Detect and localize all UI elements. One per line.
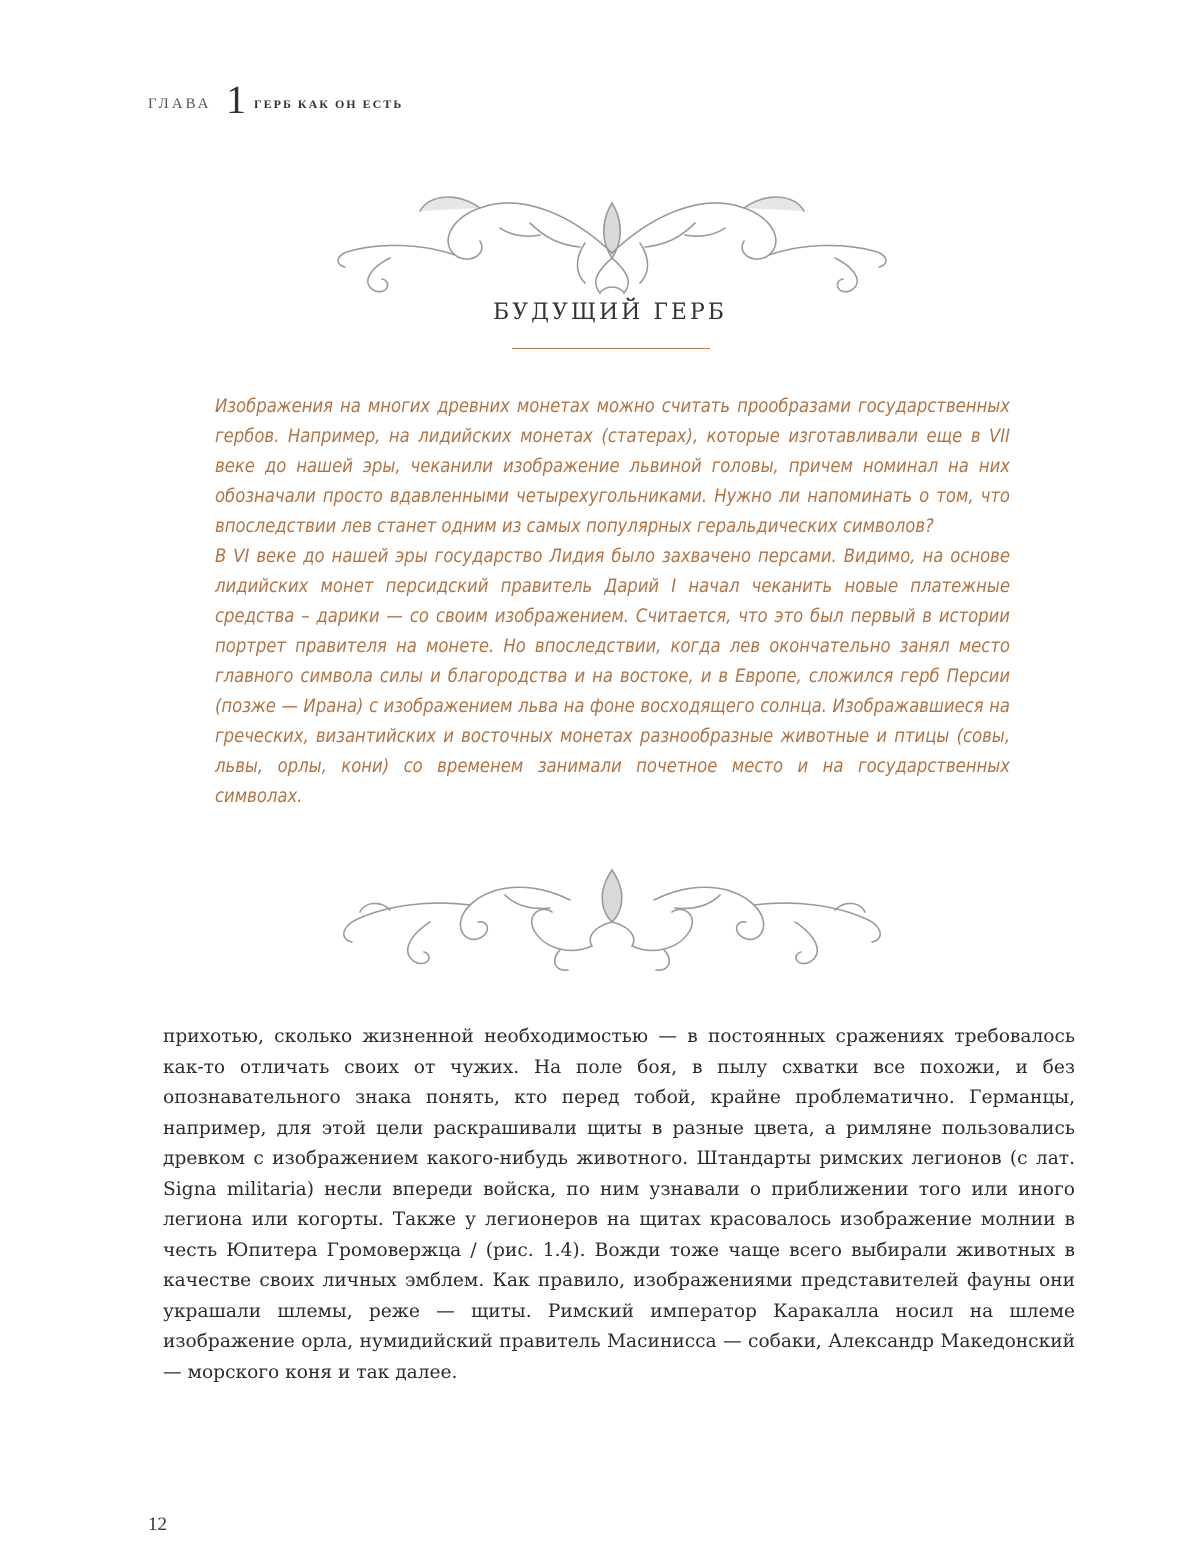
sidebar-box (215, 392, 1010, 812)
ornament-bottom-icon (330, 860, 895, 980)
title-divider (512, 348, 710, 349)
sidebar-paragraph: В VI веке до нашей эры государство Лидия было захвачено персами. Видимо, на основе лидийских монет персидский правитель Дарий I начал чеканить новые платежные средства – дарики — со своим изображением. Считается, что это был первый в истории портрет правителя на монете. Но впоследствии, когда лев окончательно занял место главного символа силы и благородства и на востоке, и в Европе, сложился герб Персии (позже — Ирана) с изображением льва на фоне восходящего солнца. Изображавшиеся на греческих, византийских и восточных монетах разнообразные животные и птицы (совы, львы, орлы, кони) со временем занимали почетное место и на государственных символах. (215, 546, 1010, 807)
body-paragraph: прихотью, сколько жизненной необходимостью — в постоянных сражениях требовалось как-то отличать своих от чужих. На поле боя, в пылу схватки все похожи, и без опознавательного знака понять, кто перед тобой, крайне проблематично. Германцы, например, для этой цели раскрашивали щиты в разные цвета, а римляне пользовались древком с изображением какого-нибудь животного. Штандарты римских легионов (с лат. Signa militaria) несли впереди войска, по ним узнавали о приближении того или иного легиона или когорты. Также у легионеров на щитах красовалось изображение молнии в честь Юпитера Громовержца / (рис. 1.4). Вожди тоже чаще всего выбирали животных в качестве своих личных эмблем. Как правило, изображениями представителей фауны они украшали шлемы, реже — щиты. Римский император Каракалла носил на шлеме изображение орла, нумидийский правитель Масинисса — собаки, Александр Македонский — морского коня и так далее. (163, 1026, 1075, 1383)
sidebar-paragraph: Изображения на многих древних монетах можно считать прообразами государственных гербов. Например, на лидийских монетах (статерах), которые изготавливали еще в VII веке до нашей эры, чеканили изображение львиной головы, причем номинал на них обозначали просто вдавленными четырехугольниками. Нужно ли напоминать о том, что впоследствии лев станет одним из самых популярных геральдических символов? (215, 396, 1010, 537)
sidebar-title: БУДУЩИЙ ГЕРБ (493, 300, 727, 325)
page-number: 12 (148, 1514, 167, 1535)
chapter-title: ГЕРБ КАК ОН ЕСТЬ (254, 97, 404, 111)
ornament-top-icon (330, 183, 895, 303)
main-text (163, 1022, 1075, 1388)
chapter-number: 1 (226, 77, 246, 122)
chapter-label: ГЛАВА (148, 96, 212, 112)
